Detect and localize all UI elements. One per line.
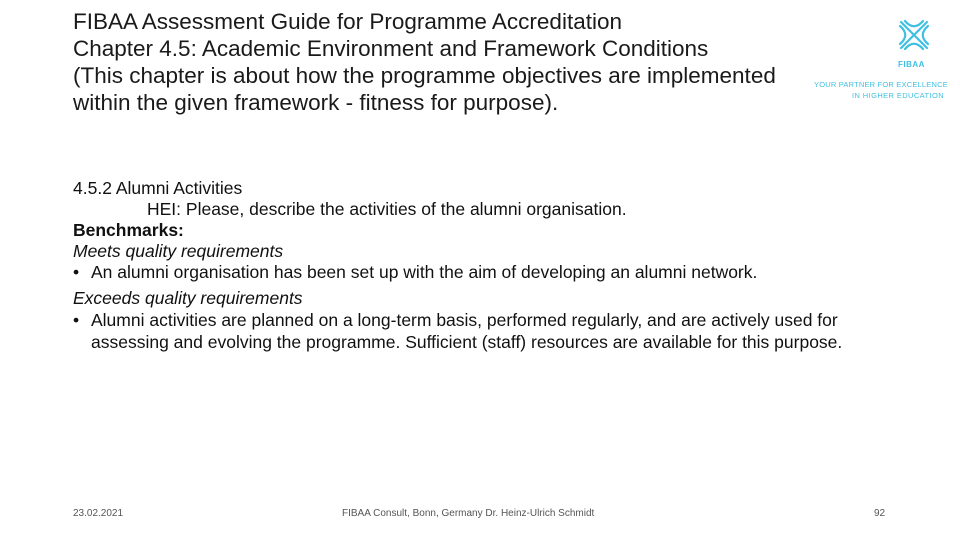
- title-line-3: (This chapter is about how the programme objectives are implemented: [73, 63, 776, 88]
- logo-tagline-2: IN HIGHER EDUCATION: [852, 91, 945, 100]
- logo-tagline-1: YOUR PARTNER FOR EXCELLENCE: [814, 80, 948, 89]
- logo-brand: FIBAA: [898, 60, 925, 69]
- benchmarks-label: Benchmarks:: [73, 220, 184, 240]
- meets-bullet-item: [73, 262, 903, 283]
- bullet-icon: •: [73, 262, 80, 282]
- fibaa-logo: [812, 14, 952, 106]
- title-line-1: FIBAA Assessment Guide for Programme Accreditation: [73, 9, 622, 34]
- exceeds-requirements-label: Exceeds quality requirements: [73, 288, 303, 308]
- meets-requirements-label: Meets quality requirements: [73, 241, 284, 261]
- page-number: 92: [874, 508, 886, 519]
- footer-author: FIBAA Consult, Bonn, Germany Dr. Heinz-Ulrich Schmidt: [342, 508, 595, 519]
- section-heading: 4.5.2 Alumni Activities: [73, 178, 243, 198]
- exceeds-bullet-item: [73, 309, 903, 353]
- footer-date: 23.02.2021: [73, 508, 124, 519]
- bullet-icon: •: [73, 310, 80, 330]
- slide-body: [73, 178, 903, 358]
- title-line-2: Chapter 4.5: Academic Environment and Framework Conditions: [73, 36, 709, 61]
- meets-bullet-text: An alumni organisation has been set up with the aim of developing an alumni network.: [91, 262, 758, 282]
- title-line-4: within the given framework - fitness for purpose).: [73, 90, 559, 115]
- exceeds-bullet-text: Alumni activities are planned on a long-term basis, performed regularly, and are actively used for assessing and evolving the programme. Sufficient (staff) resources are available for this purpose.: [91, 310, 843, 352]
- hei-instruction: HEI: Please, describe the activities of the alumni organisation.: [147, 199, 627, 219]
